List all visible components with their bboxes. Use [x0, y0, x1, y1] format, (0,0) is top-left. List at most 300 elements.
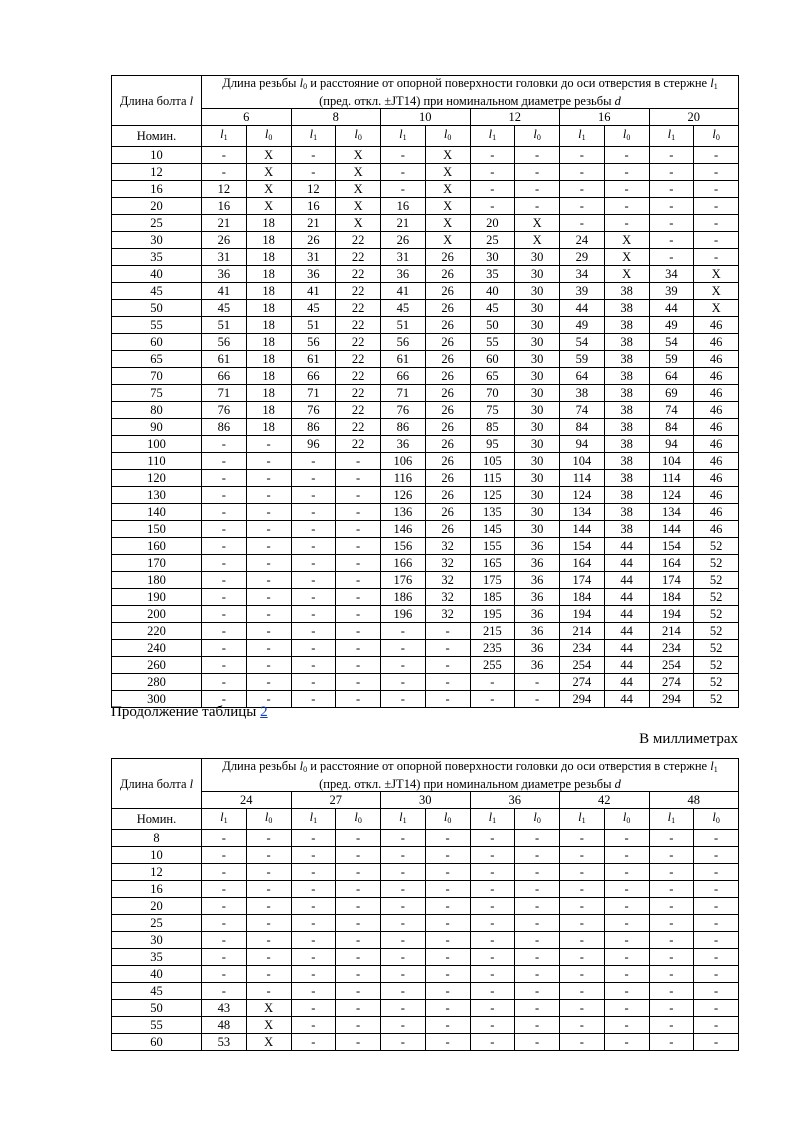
table-cell: 174: [560, 572, 605, 589]
desc-part1: Длина резьбы: [222, 759, 297, 773]
variable-symbol: l: [622, 810, 627, 824]
table-cell: -: [336, 623, 381, 640]
variable-symbol: l: [712, 810, 716, 824]
table-row: [112, 249, 739, 266]
table-cell: -: [425, 674, 470, 691]
desc-part1: Длина резьбы: [222, 76, 297, 90]
table-cell: -: [246, 640, 291, 657]
table-cell: -: [515, 898, 560, 915]
table-cell: 24: [560, 232, 605, 249]
table-row: [112, 623, 739, 640]
table-cell: 196: [381, 606, 426, 623]
variable-symbol: l: [488, 127, 493, 141]
subcolumn-row: [112, 126, 739, 147]
table-cell: 104: [560, 453, 605, 470]
bolt-length-cell: 50: [112, 1000, 202, 1017]
table-cell: 36: [515, 657, 560, 674]
table-cell: -: [381, 1034, 426, 1051]
subscript: 1: [313, 133, 318, 142]
table-cell: 30: [515, 368, 560, 385]
table-cell: 26: [425, 419, 470, 436]
table-row: [112, 983, 739, 1000]
table-cell: 174: [649, 572, 694, 589]
thread-length-description: [202, 759, 739, 792]
table-cell: 46: [694, 385, 739, 402]
table-cell: -: [470, 864, 515, 881]
bolt-length-label: Длина болта: [119, 776, 187, 791]
table-cell: -: [336, 504, 381, 521]
table-cell: -: [336, 881, 381, 898]
table-row: [112, 606, 739, 623]
table-cell: 94: [560, 436, 605, 453]
table-cell: -: [604, 215, 649, 232]
table-cell: 59: [649, 351, 694, 368]
table-cell: 16: [381, 198, 426, 215]
table-row: [112, 487, 739, 504]
bolt-length-cell: 100: [112, 436, 202, 453]
table-cell: -: [246, 983, 291, 1000]
table-cell: 26: [425, 385, 470, 402]
table-cell: X: [425, 147, 470, 164]
table-cell: -: [202, 589, 247, 606]
table-cell: 30: [515, 266, 560, 283]
variable-symbol: l: [710, 76, 714, 90]
bolt-length-cell: 130: [112, 487, 202, 504]
table-cell: 115: [470, 470, 515, 487]
table-cell: -: [515, 674, 560, 691]
bolt-length-cell: 10: [112, 147, 202, 164]
table-cell: 30: [515, 317, 560, 334]
table-cell: -: [291, 470, 336, 487]
table-link[interactable]: 2: [260, 704, 268, 720]
table-cell: 26: [425, 351, 470, 368]
bolt-length-cell: 110: [112, 453, 202, 470]
table-cell: 44: [649, 300, 694, 317]
bolt-length-cell: 65: [112, 351, 202, 368]
table-cell: -: [515, 691, 560, 708]
table-cell: -: [604, 830, 649, 847]
table-cell: 214: [649, 623, 694, 640]
table-cell: -: [425, 1000, 470, 1017]
table-cell: -: [560, 983, 605, 1000]
table-cell: -: [560, 1017, 605, 1034]
table-row: [112, 419, 739, 436]
table-cell: X: [336, 215, 381, 232]
table-cell: -: [336, 915, 381, 932]
table-cell: -: [381, 1017, 426, 1034]
diameter-header: 6: [202, 109, 292, 126]
table-cell: 45: [381, 300, 426, 317]
table-cell: 21: [202, 215, 247, 232]
table-cell: -: [604, 164, 649, 181]
table-cell: 32: [425, 555, 470, 572]
variable-symbol: l: [299, 759, 304, 773]
table-cell: 36: [515, 623, 560, 640]
table-cell: 44: [604, 538, 649, 555]
table-cell: -: [336, 487, 381, 504]
table-cell: -: [649, 932, 694, 949]
table-cell: 30: [515, 504, 560, 521]
l1-header: [649, 126, 694, 147]
table-cell: -: [425, 1017, 470, 1034]
table-cell: -: [560, 915, 605, 932]
table-cell: 69: [649, 385, 694, 402]
table-cell: 105: [470, 453, 515, 470]
bolt-length-cell: 300: [112, 691, 202, 708]
variable-symbol: l: [220, 127, 224, 141]
bolt-length-cell: 8: [112, 830, 202, 847]
table-cell: -: [202, 949, 247, 966]
bolt-length-cell: 60: [112, 334, 202, 351]
bolt-length-cell: 12: [112, 864, 202, 881]
table-cell: -: [291, 657, 336, 674]
bolt-length-cell: 10: [112, 847, 202, 864]
table-cell: -: [425, 657, 470, 674]
table-cell: -: [649, 983, 694, 1000]
diameter-header: 30: [381, 792, 471, 809]
subscript: 0: [303, 82, 308, 91]
table-cell: 52: [694, 623, 739, 640]
table-cell: -: [515, 147, 560, 164]
nominal-label: Номин.: [112, 809, 202, 830]
subscript: 0: [536, 133, 541, 142]
variable-symbol: l: [488, 810, 493, 824]
table-cell: 71: [381, 385, 426, 402]
table-cell: -: [425, 915, 470, 932]
table-cell: X: [336, 181, 381, 198]
table-cell: -: [381, 623, 426, 640]
bolt-length-cell: 35: [112, 249, 202, 266]
table-cell: -: [246, 623, 291, 640]
table-cell: 16: [291, 198, 336, 215]
table-cell: -: [694, 164, 739, 181]
table-cell: -: [470, 932, 515, 949]
table-cell: 30: [515, 351, 560, 368]
table-cell: 32: [425, 572, 470, 589]
table-cell: -: [560, 215, 605, 232]
table-cell: -: [202, 487, 247, 504]
subscript: 1: [492, 133, 497, 142]
table-cell: -: [470, 164, 515, 181]
units-note: В миллиметрах: [639, 731, 738, 747]
table-cell: -: [694, 1000, 739, 1017]
table-cell: 30: [515, 419, 560, 436]
table-cell: -: [246, 487, 291, 504]
table-cell: X: [246, 1017, 291, 1034]
bolt-length-cell: 40: [112, 966, 202, 983]
table-cell: 29: [560, 249, 605, 266]
bolt-length-cell: 260: [112, 657, 202, 674]
table-cell: 104: [649, 453, 694, 470]
table-cell: 38: [604, 351, 649, 368]
table-row: [112, 966, 739, 983]
table-cell: -: [560, 1000, 605, 1017]
table-cell: 45: [470, 300, 515, 317]
table-cell: 74: [560, 402, 605, 419]
table-cell: X: [246, 164, 291, 181]
l1-header: [291, 809, 336, 830]
table-cell: -: [604, 932, 649, 949]
table-row: [112, 215, 739, 232]
subscript: 1: [313, 816, 318, 825]
table-cell: -: [202, 606, 247, 623]
table-cell: 26: [425, 368, 470, 385]
table-cell: -: [291, 949, 336, 966]
table-cell: 46: [694, 453, 739, 470]
table-cell: -: [560, 864, 605, 881]
table-cell: -: [291, 164, 336, 181]
continuation-text: Продолжение таблицы: [111, 704, 257, 720]
table-cell: -: [246, 606, 291, 623]
table-row: [112, 317, 739, 334]
table-cell: -: [649, 847, 694, 864]
table-cell: -: [336, 589, 381, 606]
table-cell: 59: [560, 351, 605, 368]
table-row: [112, 521, 739, 538]
table-cell: 95: [470, 436, 515, 453]
table-cell: 45: [202, 300, 247, 317]
table-cell: 38: [604, 385, 649, 402]
table-cell: -: [425, 640, 470, 657]
header-row: [112, 76, 739, 109]
table-cell: X: [515, 215, 560, 232]
table-cell: 125: [470, 487, 515, 504]
table-cell: -: [694, 949, 739, 966]
table-cell: -: [649, 181, 694, 198]
table-cell: 56: [381, 334, 426, 351]
table-cell: 56: [291, 334, 336, 351]
table-cell: -: [560, 198, 605, 215]
l0-header: [604, 809, 649, 830]
table-cell: 12: [291, 181, 336, 198]
table-cell: 22: [336, 368, 381, 385]
table-cell: 38: [604, 453, 649, 470]
table-cell: -: [291, 847, 336, 864]
variable-symbol: l: [354, 810, 358, 824]
table-cell: 26: [425, 487, 470, 504]
table-cell: 39: [649, 283, 694, 300]
table-cell: -: [560, 966, 605, 983]
table-cell: 30: [470, 249, 515, 266]
table-cell: -: [604, 181, 649, 198]
table-cell: -: [649, 249, 694, 266]
table-cell: -: [291, 674, 336, 691]
table-cell: -: [694, 983, 739, 1000]
table-cell: 26: [202, 232, 247, 249]
table-cell: -: [246, 657, 291, 674]
bolt-length-cell: 16: [112, 181, 202, 198]
table-cell: -: [560, 949, 605, 966]
bolt-length-cell: 40: [112, 266, 202, 283]
table-cell: -: [291, 504, 336, 521]
table-cell: -: [202, 623, 247, 640]
bolt-length-cell: 30: [112, 232, 202, 249]
table-cell: 36: [515, 555, 560, 572]
table-cell: X: [246, 147, 291, 164]
table-cell: -: [560, 181, 605, 198]
l1-header: [470, 809, 515, 830]
table-cell: -: [560, 847, 605, 864]
continuation-caption: [111, 704, 268, 721]
table-row: [112, 283, 739, 300]
table-cell: 234: [649, 640, 694, 657]
variable-symbol: l: [220, 810, 224, 824]
table-cell: -: [291, 453, 336, 470]
table-cell: -: [336, 932, 381, 949]
table-cell: -: [336, 847, 381, 864]
table-cell: -: [515, 164, 560, 181]
table-cell: -: [202, 436, 247, 453]
table-cell: 274: [560, 674, 605, 691]
table-cell: -: [202, 915, 247, 932]
table-cell: 54: [649, 334, 694, 351]
table-cell: -: [515, 1034, 560, 1051]
desc-part2: и расстояние от опорной поверхности головки до оси отверстия в стержне: [310, 76, 708, 90]
subscript: 0: [715, 133, 720, 142]
table-cell: -: [604, 898, 649, 915]
table-cell: -: [515, 864, 560, 881]
table-cell: -: [202, 572, 247, 589]
table-cell: 215: [470, 623, 515, 640]
bolt-length-cell: 35: [112, 949, 202, 966]
table-cell: -: [291, 572, 336, 589]
table-cell: 26: [381, 232, 426, 249]
subscript: 1: [713, 765, 718, 774]
table-cell: 30: [515, 300, 560, 317]
table-cell: -: [202, 504, 247, 521]
table-cell: 184: [649, 589, 694, 606]
bolt-length-cell: 170: [112, 555, 202, 572]
table-cell: -: [649, 898, 694, 915]
desc-part3: (пред. откл. ±JT14) при номинальном диаметре резьбы: [319, 94, 612, 108]
table-cell: -: [381, 674, 426, 691]
subscript: 1: [402, 816, 407, 825]
table-cell: 44: [560, 300, 605, 317]
table-cell: -: [515, 830, 560, 847]
table-cell: 30: [515, 402, 560, 419]
table-cell: 38: [604, 300, 649, 317]
table-cell: 94: [649, 436, 694, 453]
table-cell: 48: [202, 1017, 247, 1034]
l1-header: [649, 809, 694, 830]
table-cell: -: [246, 949, 291, 966]
diameter-row: [112, 109, 739, 126]
table-cell: 214: [560, 623, 605, 640]
table-row: [112, 949, 739, 966]
table-cell: 106: [381, 453, 426, 470]
l0-header: [694, 809, 739, 830]
table-cell: -: [649, 966, 694, 983]
table-cell: 86: [381, 419, 426, 436]
table-cell: 46: [694, 368, 739, 385]
subscript: 0: [303, 765, 308, 774]
table-cell: 44: [604, 555, 649, 572]
table-cell: 50: [470, 317, 515, 334]
table-cell: 36: [515, 572, 560, 589]
table-cell: 25: [470, 232, 515, 249]
table-cell: -: [604, 915, 649, 932]
table-cell: 65: [470, 368, 515, 385]
table-cell: 44: [604, 606, 649, 623]
table-cell: 26: [425, 300, 470, 317]
table-cell: -: [649, 949, 694, 966]
table-cell: 70: [470, 385, 515, 402]
table-cell: 26: [425, 266, 470, 283]
table-cell: 30: [515, 453, 560, 470]
table-cell: -: [604, 198, 649, 215]
bolt-length-cell: 45: [112, 983, 202, 1000]
l1-header: [560, 809, 605, 830]
table-cell: -: [470, 830, 515, 847]
table-cell: 164: [560, 555, 605, 572]
diameter-header: 8: [291, 109, 381, 126]
table-cell: -: [291, 538, 336, 555]
table-cell: -: [246, 470, 291, 487]
bolt-length-cell: 90: [112, 419, 202, 436]
table-cell: X: [515, 232, 560, 249]
table-cell: -: [515, 932, 560, 949]
table-cell: -: [291, 864, 336, 881]
bolt-length-cell: 45: [112, 283, 202, 300]
table-cell: 22: [336, 249, 381, 266]
table-cell: 30: [515, 521, 560, 538]
table-cell: 44: [604, 572, 649, 589]
table-row: [112, 1034, 739, 1051]
table-cell: -: [381, 932, 426, 949]
table-row: [112, 198, 739, 215]
table-cell: -: [291, 830, 336, 847]
table-cell: X: [246, 1000, 291, 1017]
table-cell: -: [560, 147, 605, 164]
table-cell: 20: [470, 215, 515, 232]
table-cell: 44: [604, 589, 649, 606]
table-cell: 76: [202, 402, 247, 419]
table-cell: -: [291, 898, 336, 915]
table-cell: 195: [470, 606, 515, 623]
table-cell: 54: [560, 334, 605, 351]
table-cell: 164: [649, 555, 694, 572]
table-cell: -: [604, 881, 649, 898]
bolt-length-cell: 220: [112, 623, 202, 640]
table-cell: -: [246, 453, 291, 470]
table-cell: 76: [381, 402, 426, 419]
table-cell: 34: [560, 266, 605, 283]
table-cell: 194: [649, 606, 694, 623]
table-cell: 46: [694, 317, 739, 334]
table-row: [112, 147, 739, 164]
table-cell: X: [336, 147, 381, 164]
table-cell: -: [425, 881, 470, 898]
table-cell: 22: [336, 283, 381, 300]
table-cell: -: [202, 830, 247, 847]
table-cell: 136: [381, 504, 426, 521]
table-cell: 52: [694, 606, 739, 623]
table-cell: 18: [246, 266, 291, 283]
table-cell: -: [202, 983, 247, 1000]
table-cell: 18: [246, 351, 291, 368]
table-cell: -: [202, 932, 247, 949]
table-cell: -: [515, 915, 560, 932]
variable-symbol: l: [309, 810, 314, 824]
table-cell: -: [246, 538, 291, 555]
table-cell: 154: [649, 538, 694, 555]
table-cell: -: [202, 691, 247, 708]
table-cell: -: [246, 847, 291, 864]
table-row: [112, 504, 739, 521]
table-cell: -: [694, 232, 739, 249]
table-cell: 44: [604, 674, 649, 691]
table-cell: -: [425, 932, 470, 949]
